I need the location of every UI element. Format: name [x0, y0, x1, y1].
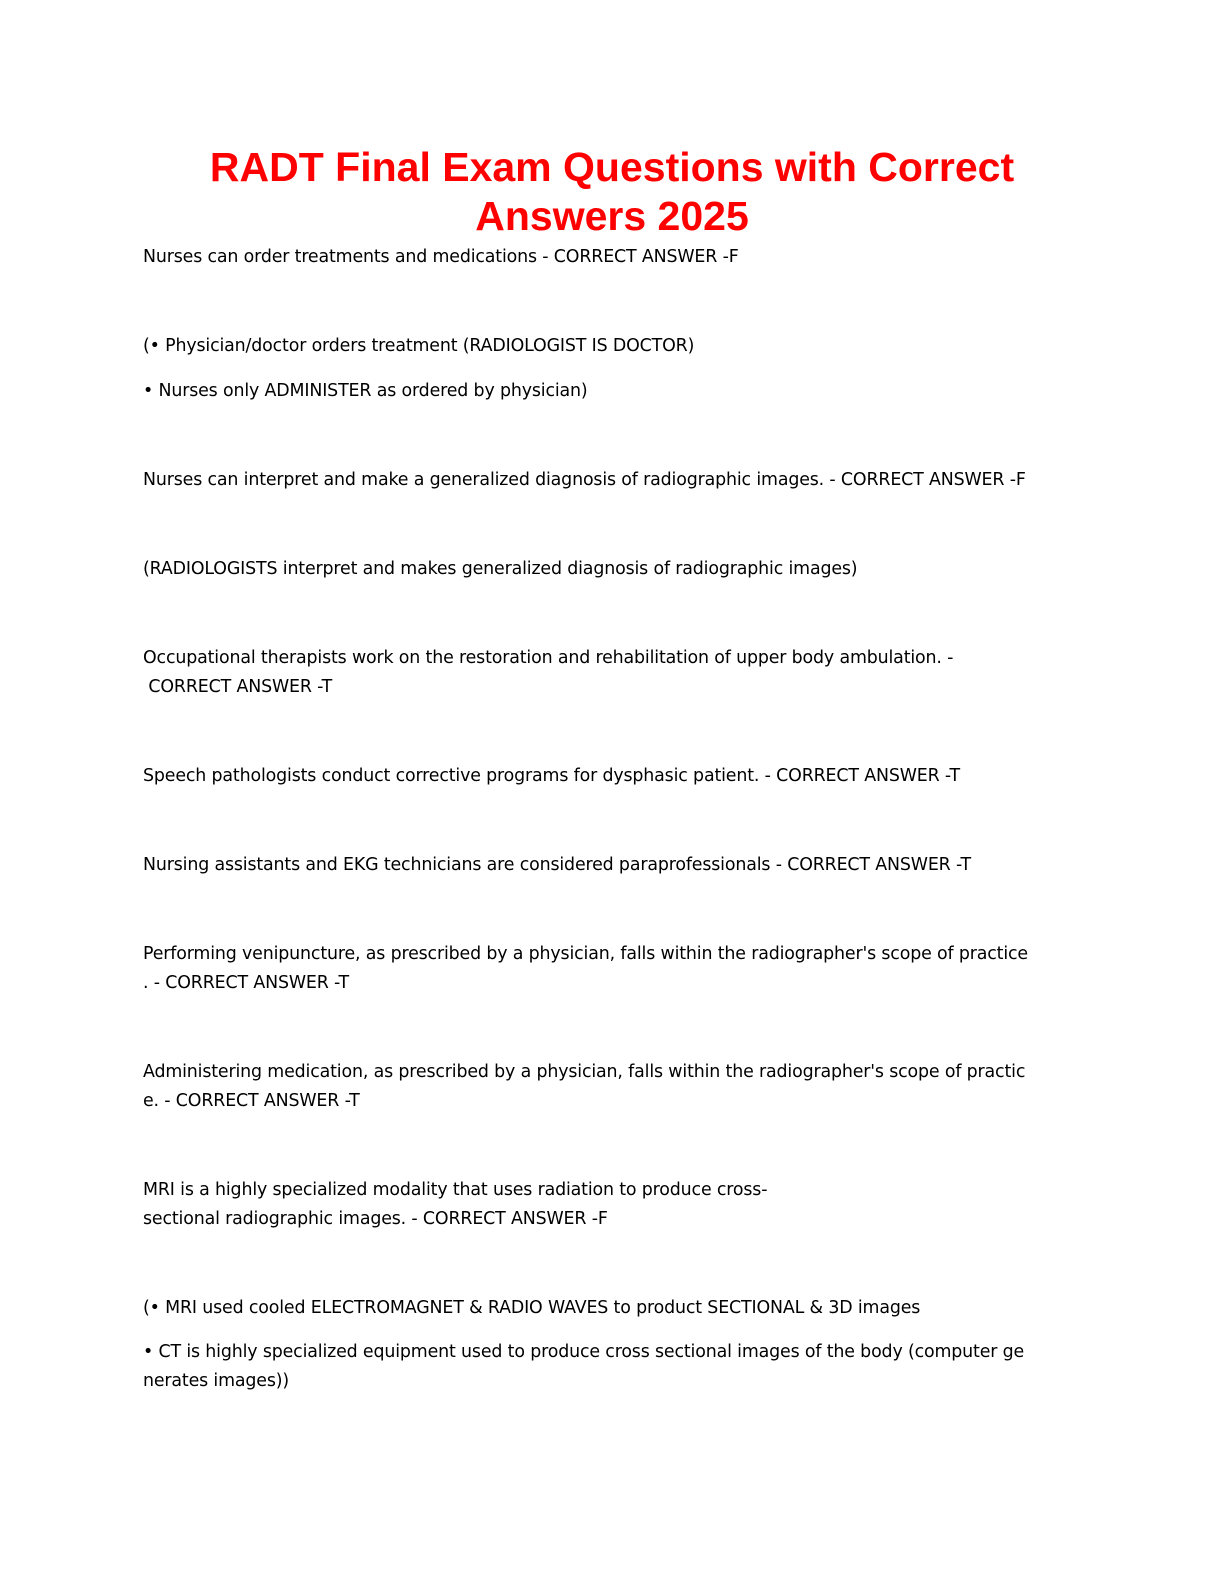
explanation-2: (RADIOLOGISTS interpret and makes generalized diagnosis of radiographic images) [143, 559, 858, 579]
question-6-line-2: . - CORRECT ANSWER -T [143, 973, 350, 993]
question-7-line-2: e. - CORRECT ANSWER -T [143, 1091, 360, 1111]
explanation-1a: (• Physician/doctor orders treatment (RADIOLOGIST IS DOCTOR) [143, 336, 695, 356]
question-6-line-1: Performing venipuncture, as prescribed by a physician, falls within the radiographer's scope of practice [143, 944, 1028, 964]
question-2: Nurses can interpret and make a generalized diagnosis of radiographic images. - CORRECT ANSWER -F [143, 470, 1026, 490]
document-title-line-2: Answers 2025 [475, 193, 749, 239]
question-5: Nursing assistants and EKG technicians are considered paraprofessionals - CORRECT ANSWER -T [143, 855, 971, 875]
question-1: Nurses can order treatments and medications - CORRECT ANSWER -F [143, 247, 739, 267]
explanation-8a: (• MRI used cooled ELECTROMAGNET & RADIO WAVES to product SECTIONAL & 3D images [143, 1298, 921, 1318]
explanation-8b-line-1: • CT is highly specialized equipment used to produce cross sectional images of the body (computer ge [143, 1342, 1025, 1362]
explanation-1b: • Nurses only ADMINISTER as ordered by physician) [143, 381, 588, 401]
question-8-line-1: MRI is a highly specialized modality that uses radiation to produce cross- [143, 1180, 768, 1200]
question-8-line-2: sectional radiographic images. - CORRECT ANSWER -F [143, 1209, 608, 1229]
question-4: Speech pathologists conduct corrective programs for dysphasic patient. - CORRECT ANSWER -T [143, 766, 960, 786]
document-title-line-1: RADT Final Exam Questions with Correct [209, 144, 1015, 190]
question-7-line-1: Administering medication, as prescribed by a physician, falls within the radiographer's scope of practic [143, 1062, 1026, 1082]
question-3-line-2: CORRECT ANSWER -T [143, 677, 333, 697]
explanation-8b-line-2: nerates images)) [143, 1371, 290, 1391]
question-3-line-1: Occupational therapists work on the restoration and rehabilitation of upper body ambulation. - [143, 648, 954, 668]
